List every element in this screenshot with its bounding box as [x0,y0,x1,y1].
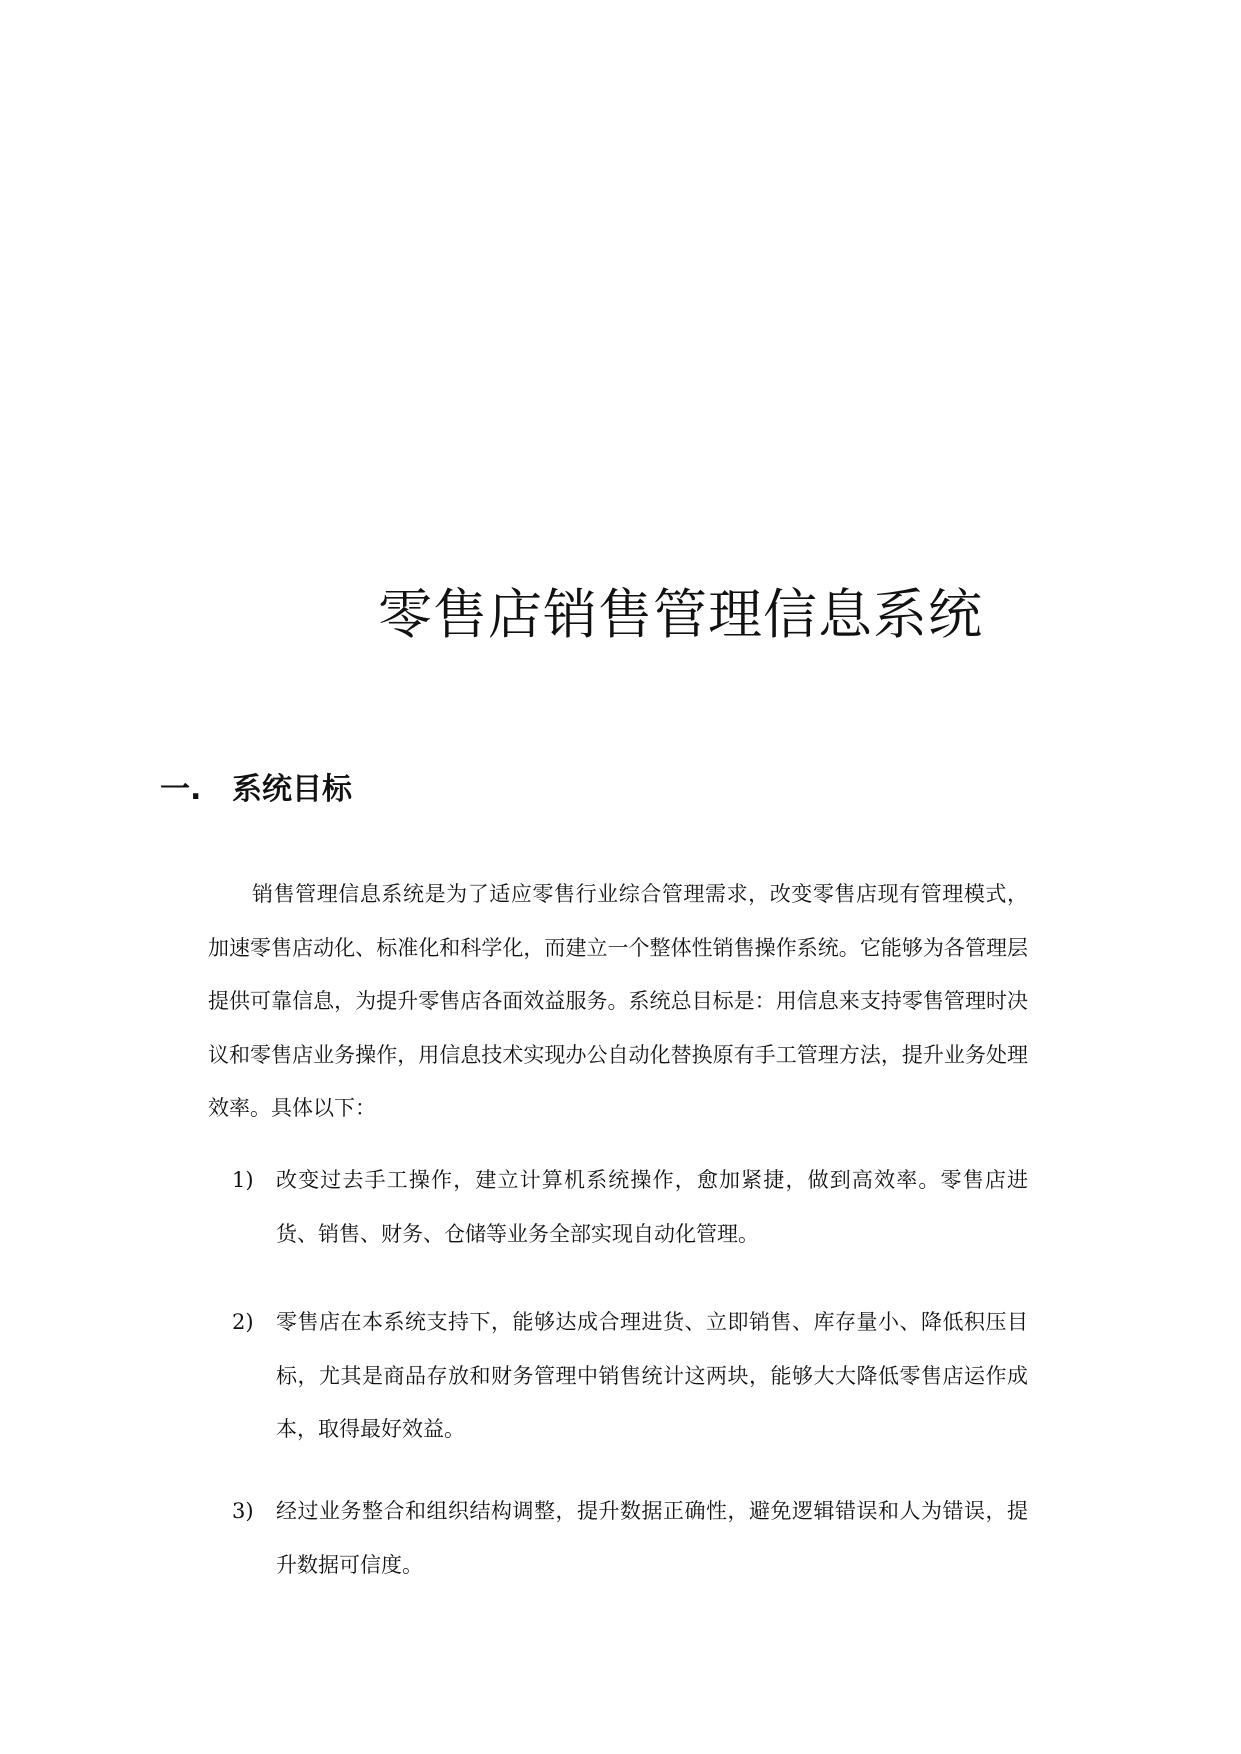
intro-paragraph: 销售管理信息系统是为了适应零售行业综合管理需求，改变零售店现有管理模式，加速零售店动化、标准化和科学化，而建立一个整体性销售操作系统。它能够为各管理层提供可靠信息，为提升零售店各面效益服务。系统总目标是：用信息来支持零售管理时决议和零售店业务操作，用信息技术实现办公自动化替换原有手工管理方法，提升业务处理效率。具体以下： [208,882,1028,1120]
list-item-marker: 3) [232,1499,254,1523]
document-title: 零售店销售管理信息系统 [378,583,983,646]
list-item-text: 经过业务整合和组织结构调整，提升数据正确性，避免逻辑错误和人为错误，提升数据可信度。 [276,1499,1028,1577]
section-title: 系统目标 [232,772,352,807]
section-number: 一. [160,772,202,807]
list-item-text: 零售店在本系统支持下，能够达成合理进货、立即销售、库存量小、降低积压目标，尤其是商品存放和财务管理中销售统计这两块，能够大大降低零售店运作成本，取得最好效益。 [276,1310,1028,1441]
list-item [232,1296,1028,1457]
list-item-marker: 1) [232,1168,254,1192]
section-heading [160,770,352,810]
list-item [232,1154,1028,1261]
list-item [232,1485,1028,1592]
list-item-text: 改变过去手工操作，建立计算机系统操作，愈加紧捷，做到高效率。零售店进货、销售、财务、仓储等业务全部实现自动化管理。 [276,1168,1028,1246]
list-item-marker: 2) [232,1310,254,1334]
